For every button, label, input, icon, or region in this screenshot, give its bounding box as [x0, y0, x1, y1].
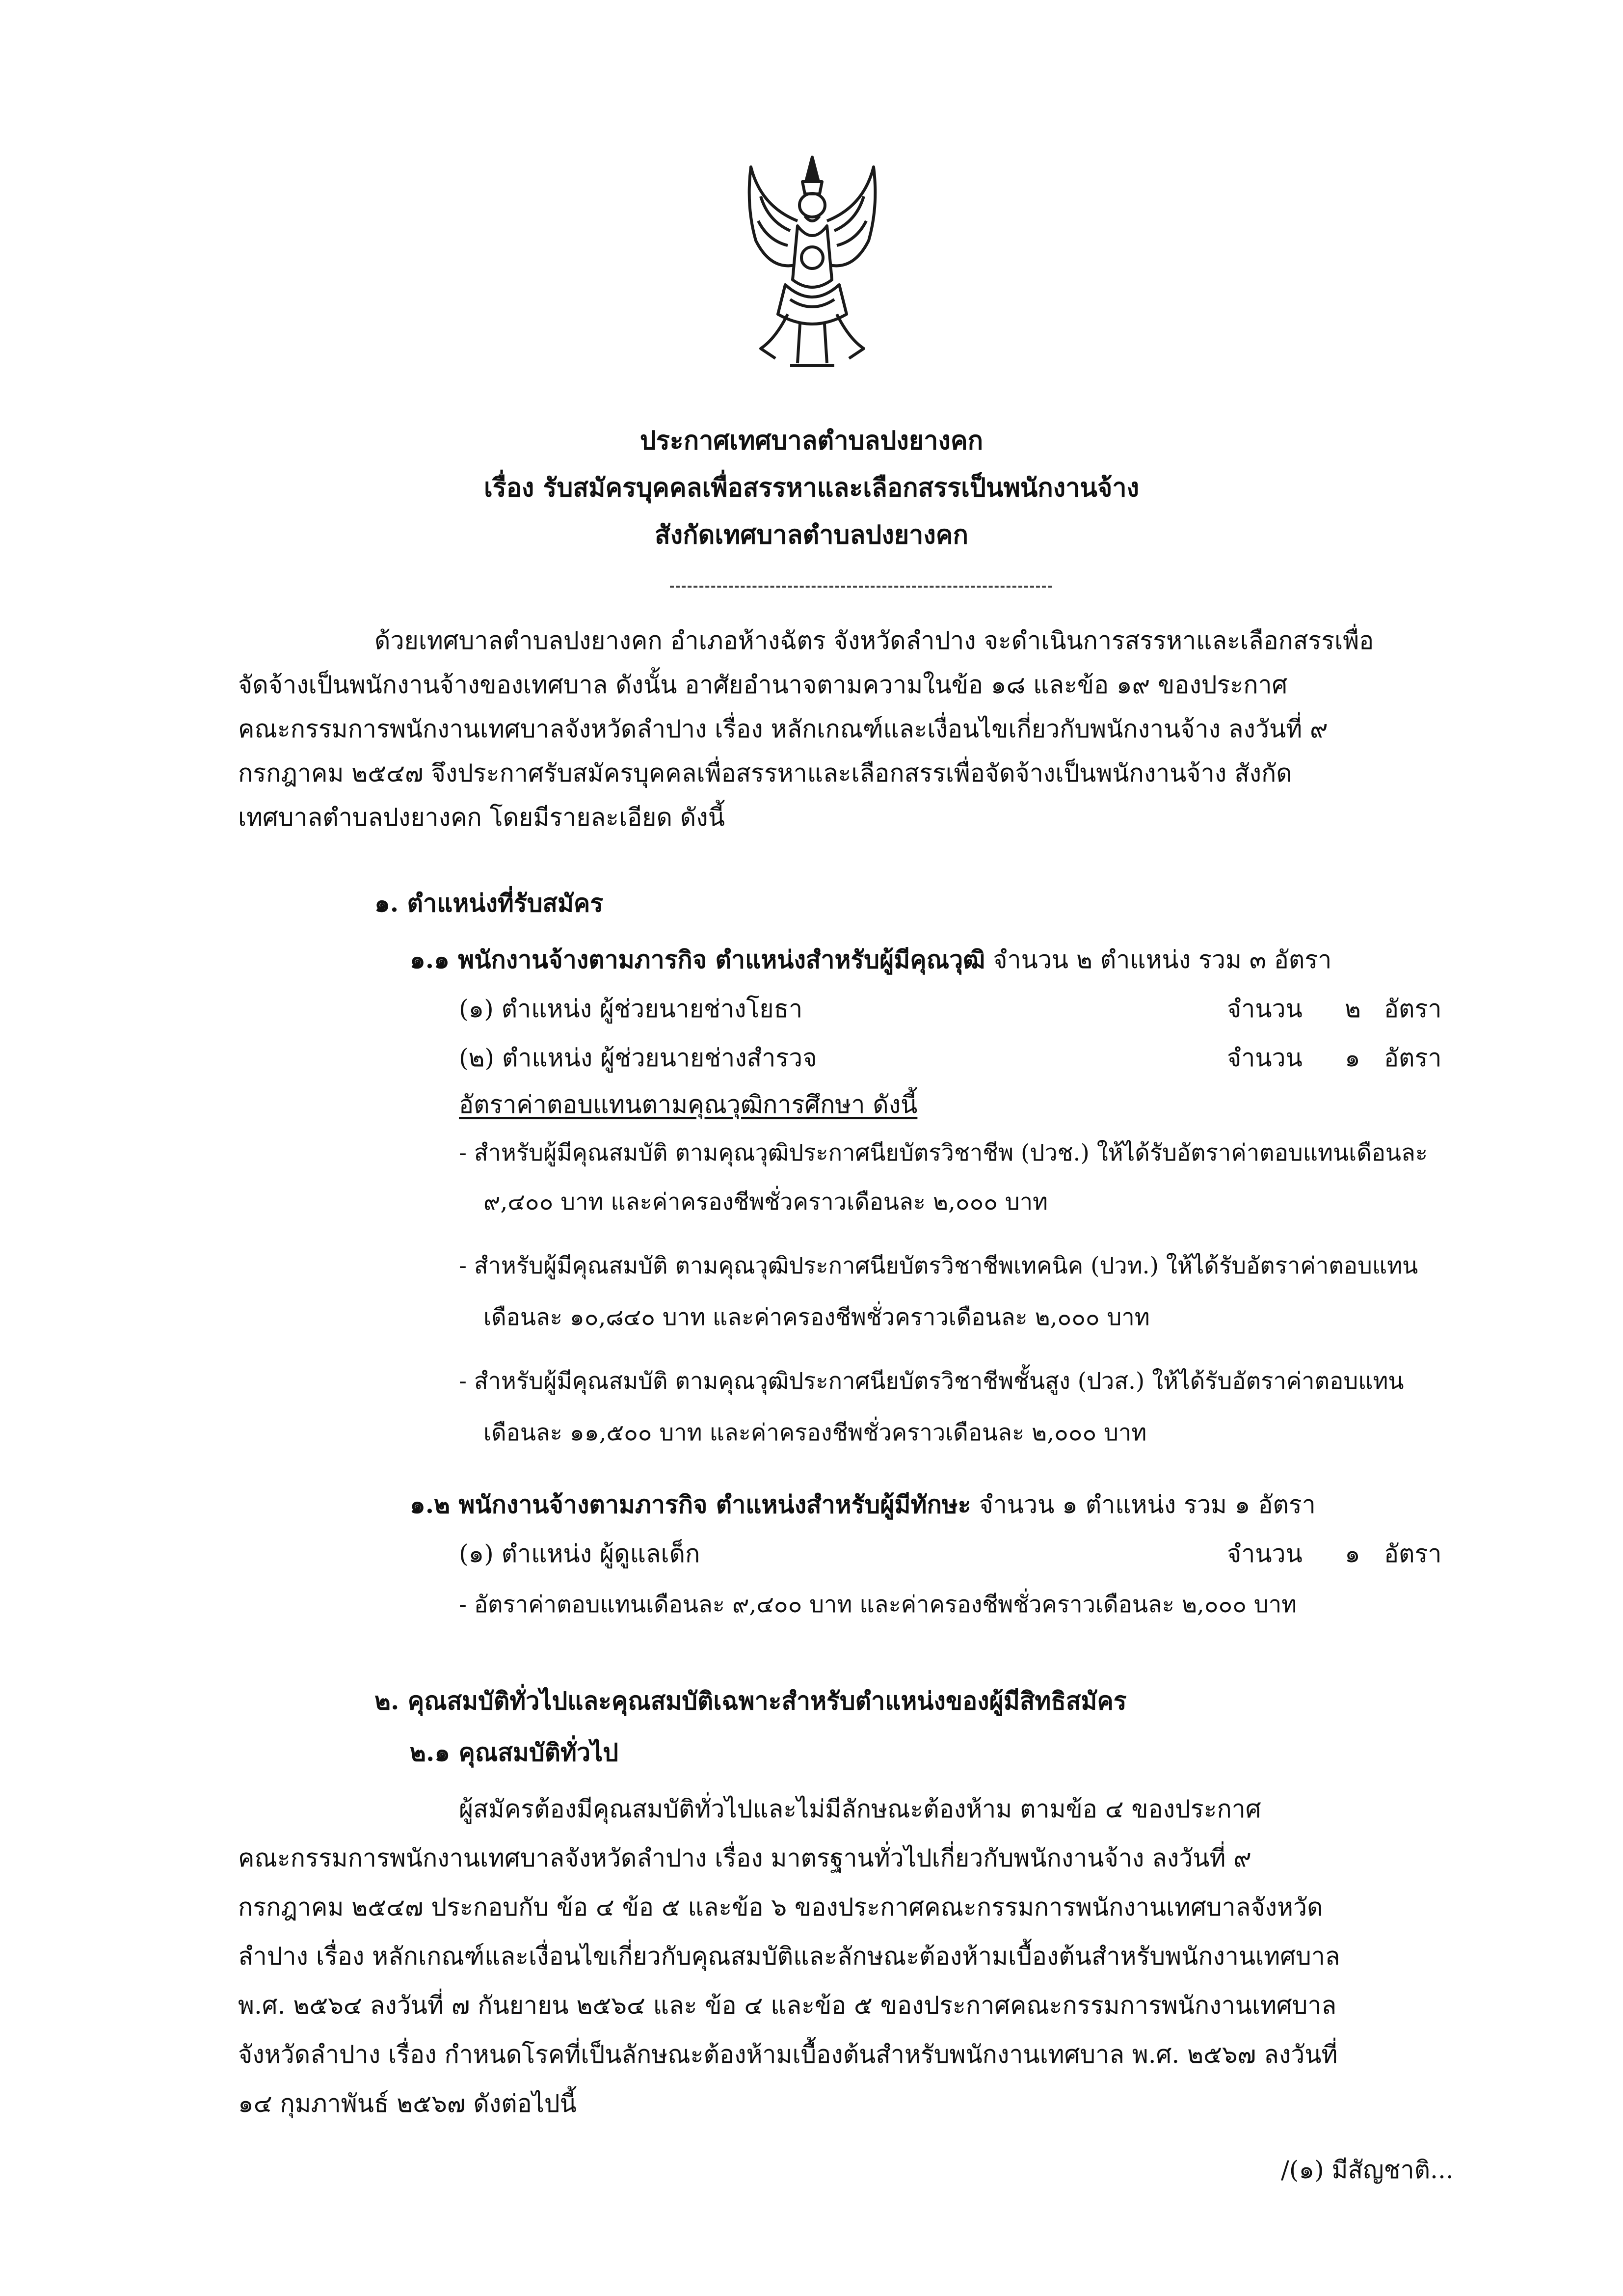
intro-line: ด้วยเทศบาลตำบลปงยางคก อำเภอห้างฉัตร จังหวัดลำปาง จะดำเนินการสรรหาและเลือกสรรเพื่อ: [374, 626, 1374, 655]
rate-line: เดือนละ ๑๐,๘๔๐ บาท และค่าครองชีพชั่วคราวเดือนละ ๒,๐๐๐ บาท: [483, 1304, 1150, 1331]
intro-line: กรกฎาคม ๒๕๔๗ จึงประกาศรับสมัครบุคคลเพื่อสรรหาและเลือกสรรเพื่อจัดจ้างเป็นพนักงานจ้าง สังกัด: [238, 759, 1292, 787]
rate-heading: อัตราค่าตอบแทนตามคุณวุฒิการศึกษา ดังนี้: [459, 1090, 918, 1119]
section-1-heading: ๑. ตำแหน่งที่รับสมัคร: [374, 889, 604, 918]
section-1-2-count: จำนวน ๑ ตำแหน่ง รวม ๑ อัตรา: [979, 1490, 1316, 1519]
position-qty-label: จำนวน: [1227, 995, 1303, 1023]
position-unit: อัตรา: [1384, 995, 1442, 1023]
section-2-heading: ๒. คุณสมบัติทั่วไปและคุณสมบัติเฉพาะสำหรับตำแหน่งของผู้มีสิทธิสมัคร: [374, 1686, 1127, 1715]
rate-line: เดือนละ ๑๑,๕๐๐ บาท และค่าครองชีพชั่วคราวเดือนละ ๒,๐๐๐ บาท: [483, 1419, 1147, 1446]
section-2-1-line: จังหวัดลำปาง เรื่อง กำหนดโรคที่เป็นลักษณะต้องห้ามเบื้องต้นสำหรับพนักงานเทศบาล พ.ศ. ๒๕๖๗ ลงวันที่: [238, 2040, 1338, 2069]
header-divider: [670, 586, 1052, 588]
rate-line: - สำหรับผู้มีคุณสมบัติ ตามคุณวุฒิประกาศนียบัตรวิชาชีพเทคนิค (ปวท.) ให้ได้รับอัตราค่าตอบแทน: [459, 1252, 1418, 1279]
intro-line: คณะกรรมการพนักงานเทศบาลจังหวัดลำปาง เรื่อง หลักเกณฑ์และเงื่อนไขเกี่ยวกับพนักงานจ้าง ลงวันที่ ๙: [238, 715, 1328, 743]
rate-line: - สำหรับผู้มีคุณสมบัติ ตามคุณวุฒิประกาศนียบัตรวิชาชีพ (ปวช.) ให้ได้รับอัตราค่าตอบแทนเดือนละ: [459, 1139, 1428, 1166]
section-1-1-count: จำนวน ๒ ตำแหน่ง รวม ๓ อัตรา: [993, 945, 1332, 974]
section-2-1-line: ลำปาง เรื่อง หลักเกณฑ์และเงื่อนไขเกี่ยวกับคุณสมบัติและลักษณะต้องห้ามเบื้องต้นสำหรับพนักงานเทศบาล: [238, 1942, 1340, 1971]
position-qty-label: จำนวน: [1227, 1044, 1303, 1072]
section-1-2-heading: ๑.๒ พนักงานจ้างตามภารกิจ ตำแหน่งสำหรับผู้มีทักษะ: [410, 1490, 971, 1519]
position-label: (๑) ตำแหน่ง ผู้ดูแลเด็ก: [459, 1540, 700, 1568]
rate-line: - อัตราค่าตอบแทนเดือนละ ๙,๔๐๐ บาท และค่าครองชีพชั่วคราวเดือนละ ๒,๐๐๐ บาท: [459, 1591, 1297, 1618]
section-2-1-line: กรกฎาคม ๒๕๔๗ ประกอบกับ ข้อ ๔ ข้อ ๕ และข้อ ๖ ของประกาศคณะกรรมการพนักงานเทศบาลจังหวัด: [238, 1893, 1323, 1921]
section-2-1-line: ผู้สมัครต้องมีคุณสมบัติทั่วไปและไม่มีลักษณะต้องห้าม ตามข้อ ๔ ของประกาศ: [459, 1795, 1261, 1823]
section-2-1-line: พ.ศ. ๒๕๖๔ ลงวันที่ ๗ กันยายน ๒๕๖๔ และ ข้อ ๔ และข้อ ๕ ของประกาศคณะกรรมการพนักงานเทศบาล: [238, 1991, 1337, 2020]
rate-line: ๙,๔๐๐ บาท และค่าครองชีพชั่วคราวเดือนละ ๒,๐๐๐ บาท: [483, 1189, 1048, 1216]
section-1-1-heading: ๑.๑ พนักงานจ้างตามภารกิจ ตำแหน่งสำหรับผู้มีคุณวุฒิ: [410, 945, 985, 974]
intro-line: จัดจ้างเป็นพนักงานจ้างของเทศบาล ดังนั้น อาศัยอำนาจตามความในข้อ ๑๘ และข้อ ๑๙ ของประกาศ: [238, 671, 1288, 699]
position-qty: ๑: [1345, 1044, 1360, 1072]
position-qty-label: จำนวน: [1227, 1540, 1303, 1568]
position-qty: ๒: [1345, 995, 1361, 1023]
section-2-1-line: คณะกรรมการพนักงานเทศบาลจังหวัดลำปาง เรื่อง มาตรฐานทั่วไปเกี่ยวกับพนักงานจ้าง ลงวันที่ ๙: [238, 1844, 1251, 1872]
position-qty: ๑: [1345, 1540, 1360, 1568]
position-unit: อัตรา: [1384, 1540, 1442, 1568]
document-title: ประกาศเทศบาลตำบลปงยางคก: [639, 426, 984, 456]
document-subject: เรื่อง รับสมัครบุคคลเพื่อสรรหาและเลือกสรรเป็นพนักงานจ้าง: [484, 473, 1139, 503]
position-label: (๑) ตำแหน่ง ผู้ช่วยนายช่างโยธา: [459, 995, 803, 1023]
document-affiliation: สังกัดเทศบาลตำบลปงยางคก: [654, 520, 969, 550]
section-2-1-line: ๑๔ กุมภาพันธ์ ๒๕๖๗ ดังต่อไปนี้: [238, 2089, 577, 2118]
section-1-1-row: [410, 947, 1331, 972]
section-2-1-heading: ๒.๑ คุณสมบัติทั่วไป: [410, 1738, 618, 1767]
position-label: (๒) ตำแหน่ง ผู้ช่วยนายช่างสำรวจ: [459, 1044, 817, 1072]
rate-line: - สำหรับผู้มีคุณสมบัติ ตามคุณวุฒิประกาศนียบัตรวิชาชีพชั้นสูง (ปวส.) ให้ได้รับอัตราค่าตอบแทน: [459, 1368, 1404, 1395]
section-1-2-row: [410, 1492, 1316, 1517]
continuation-marker: /(๑) มีสัญชาติ...: [1281, 2156, 1454, 2184]
intro-line: เทศบาลตำบลปงยางคก โดยมีรายละเอียด ดังนี้: [238, 803, 725, 832]
position-unit: อัตรา: [1384, 1044, 1442, 1072]
garuda-emblem-icon: [741, 147, 883, 378]
